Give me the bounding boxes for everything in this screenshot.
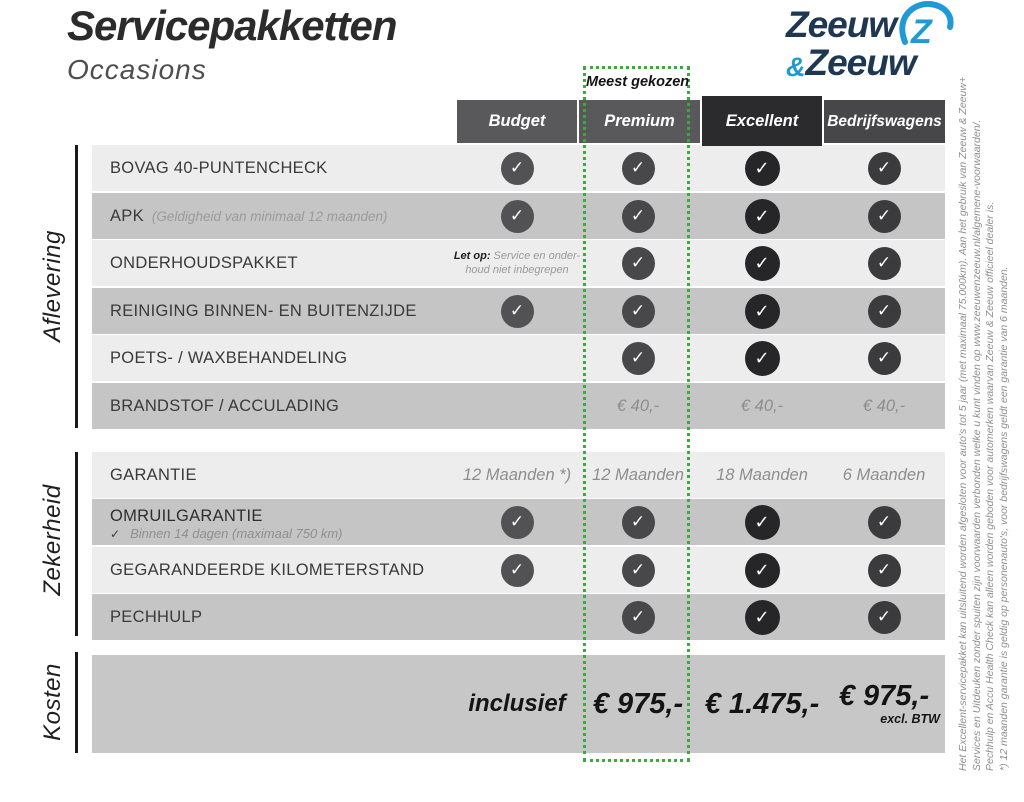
disclaimer-line: Services en Uitdeuken zonder spuiten zijn voorwaarden verbonden welke u kunt vinden op www.zeeuwenzeeuw.nl/algemene-voorwaarden/. — [970, 119, 983, 771]
check-icon: ✓ — [622, 295, 655, 328]
company-logo — [786, 6, 955, 81]
check-icon: ✓ — [622, 200, 655, 233]
table-row — [92, 193, 945, 239]
cell-value: 18 Maanden — [716, 465, 808, 484]
table-row — [92, 383, 945, 429]
cell-value: € 40,- — [616, 396, 660, 415]
check-icon: ✓ — [501, 506, 534, 539]
row-label-text: GEGARANDEERDE KILOMETERSTAND — [110, 560, 425, 579]
check-icon: ✓ — [745, 294, 780, 329]
table-cell — [578, 288, 698, 334]
table-cell — [702, 240, 822, 286]
check-icon: ✓ — [868, 200, 901, 233]
table-cell — [824, 145, 944, 191]
page-subtitle: Occasions — [67, 54, 207, 85]
table-cell — [457, 452, 577, 498]
table-cell — [578, 145, 698, 191]
row-label-text: BRANDSTOF / ACCULADING — [110, 396, 340, 415]
table-cell — [578, 335, 698, 381]
row-label-text: APK — [110, 206, 144, 225]
row-label-note: (Geldigheid van minimaal 12 maanden) — [151, 208, 388, 224]
logo-ampersand: & — [786, 52, 805, 82]
disclaimer-line: Het Excellent-servicepakket kan uitsluitend worden afgesloten voor auto's tot 5 jaar (met maximaal 75.000km). Aan het gebruik van Zeeuw & Zeeuw+ — [957, 76, 969, 771]
table-cell — [457, 499, 577, 545]
cost-row — [92, 655, 945, 753]
check-icon: ✓ — [745, 600, 780, 635]
table-row — [92, 288, 945, 334]
column-header-premium: Premium — [579, 100, 700, 143]
row-label-text: ONDERHOUDSPAKKET — [110, 253, 298, 272]
cell-value: 12 Maanden — [592, 465, 684, 484]
row-label-text: BOVAG 40-PUNTENCHECK — [110, 158, 328, 177]
check-icon: ✓ — [110, 527, 121, 541]
check-icon: ✓ — [868, 152, 901, 185]
group-divider-line-zekerheid — [75, 452, 78, 636]
table-row — [92, 499, 945, 545]
table-cell — [824, 335, 944, 381]
check-icon: ✓ — [501, 200, 534, 233]
row-label — [110, 193, 388, 239]
check-icon: ✓ — [622, 601, 655, 634]
table-cell — [824, 499, 944, 545]
cost-budget: inclusief — [468, 690, 566, 717]
table-row — [92, 145, 945, 191]
table-cell — [578, 193, 698, 239]
check-icon: ✓ — [868, 247, 901, 280]
table-cell — [457, 145, 577, 191]
table-cell — [578, 452, 698, 498]
table-row — [92, 335, 945, 381]
group-divider-line-kosten — [75, 652, 78, 753]
check-icon: ✓ — [501, 295, 534, 328]
table-row — [92, 452, 945, 498]
cost-excellent: € 1.475,- — [704, 687, 820, 720]
table-cell — [824, 288, 944, 334]
table-cell — [824, 240, 944, 286]
cell-warning-note: Let op: Service en onder- houd niet inbegrepen — [453, 249, 581, 276]
row-label-text: REINIGING BINNEN- EN BUITENZIJDE — [110, 301, 417, 320]
row-label — [110, 240, 298, 286]
check-icon: ✓ — [868, 554, 901, 587]
table-cell — [824, 452, 944, 498]
table-cell — [457, 547, 577, 593]
table-cell — [702, 383, 822, 429]
check-icon: ✓ — [622, 247, 655, 280]
page-title: Servicepakketten — [67, 2, 397, 49]
table-cell — [702, 594, 822, 640]
check-icon: ✓ — [622, 506, 655, 539]
table-cell — [702, 288, 822, 334]
table-cell — [457, 193, 577, 239]
check-icon: ✓ — [745, 553, 780, 588]
group-divider-line-aflevering — [75, 145, 78, 428]
most-chosen-label: Meest gekozen — [586, 74, 690, 90]
table-cell — [824, 547, 944, 593]
table-cell — [578, 499, 698, 545]
check-icon: ✓ — [501, 152, 534, 185]
check-icon: ✓ — [501, 554, 534, 587]
check-icon: ✓ — [745, 199, 780, 234]
row-label-text: POETS- / WAXBEHANDELING — [110, 348, 348, 367]
table-row — [92, 594, 945, 640]
cell-value: € 40,- — [740, 396, 784, 415]
table-cell — [578, 383, 698, 429]
cell-value: € 40,- — [862, 396, 906, 415]
group-label-kosten: Kosten — [39, 663, 66, 741]
cost-premium: € 975,- — [592, 687, 684, 720]
check-icon: ✓ — [622, 342, 655, 375]
column-header-budget: Budget — [457, 100, 577, 143]
column-header-bedrijfswagens: Bedrijfswagens — [824, 100, 945, 143]
table-cell — [578, 594, 698, 640]
table-cell — [578, 547, 698, 593]
table-cell — [702, 145, 822, 191]
check-icon: ✓ — [868, 506, 901, 539]
row-subnote: ✓ Binnen 14 dagen (maximaal 750 km) — [110, 526, 343, 541]
row-label — [110, 547, 424, 593]
row-label-text: PECHHULP — [110, 607, 203, 626]
check-icon: ✓ — [622, 152, 655, 185]
row-label — [110, 594, 202, 640]
column-header-excellent: Excellent — [702, 96, 822, 146]
table-cell — [702, 452, 822, 498]
row-label — [110, 452, 197, 498]
check-icon: ✓ — [745, 246, 780, 281]
table-cell — [824, 383, 944, 429]
table-cell — [453, 240, 581, 286]
table-cell — [702, 193, 822, 239]
row-label: OMRUILGARANTIE — [110, 507, 263, 525]
row-label — [110, 335, 347, 381]
row-label — [110, 383, 339, 429]
row-label — [110, 145, 328, 191]
table-cell — [702, 499, 822, 545]
cost-bedrijfswagens-value: € 975,- — [838, 680, 930, 713]
cost-bedrijfswagens — [824, 655, 944, 753]
check-icon: ✓ — [745, 341, 780, 376]
check-icon: ✓ — [622, 554, 655, 587]
group-label-zekerheid: Zekerheid — [39, 484, 66, 596]
table-cell — [457, 288, 577, 334]
table-cell — [824, 594, 944, 640]
table-cell — [702, 547, 822, 593]
cell-value: 6 Maanden — [842, 465, 926, 484]
row-label-text: GARANTIE — [110, 465, 197, 484]
svg-text:Z: Z — [911, 13, 931, 50]
check-icon: ✓ — [868, 295, 901, 328]
row-label — [110, 288, 417, 334]
table-cell — [702, 335, 822, 381]
table-cell — [578, 240, 698, 286]
check-icon: ✓ — [745, 505, 780, 540]
disclaimer-text — [957, 76, 1013, 771]
check-icon: ✓ — [868, 601, 901, 634]
disclaimer-line: Pechhulp en Accu Health Check kan alleen worden geboden voor automerken waarvan Zeeuw & Zeeuw officieel dealer is. — [984, 201, 996, 771]
cell-value: 12 Maanden *) — [462, 465, 572, 484]
table-cell — [824, 193, 944, 239]
logo-word-zeeuw-2: Zeeuw — [805, 42, 916, 83]
check-icon: ✓ — [868, 342, 901, 375]
check-icon: ✓ — [745, 151, 780, 186]
disclaimer-line: *) 12 maanden garantie is geldig op personenauto's, voor bedrijfswagens geldt een garantie van 6 maanden. — [997, 266, 1010, 771]
table-row — [92, 240, 945, 286]
logo-word-zeeuw: Zeeuw — [786, 4, 897, 45]
group-label-aflevering: Aflevering — [39, 230, 66, 342]
table-row — [92, 547, 945, 593]
cost-bedrijfswagens-note: excl. BTW — [880, 712, 940, 727]
